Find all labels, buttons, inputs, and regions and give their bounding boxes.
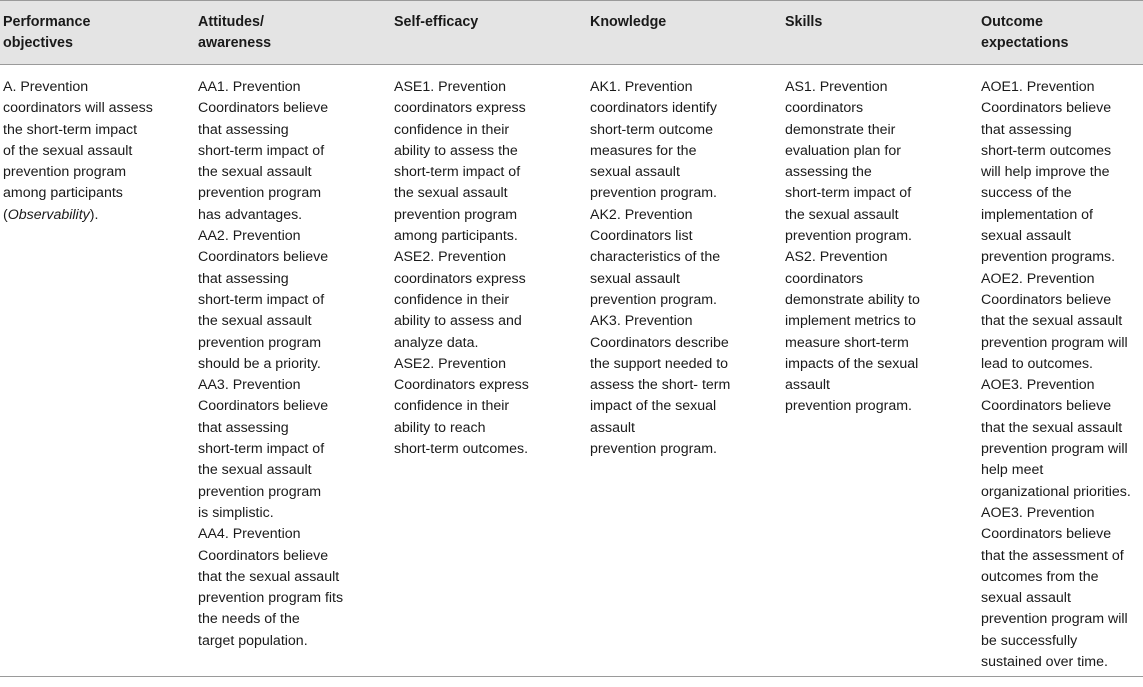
- header-skills: Skills: [785, 14, 823, 30]
- cell-performance-objective: [0, 65, 195, 677]
- attitudes-awareness-text: AA1. Prevention Coordinators believe that assessing short-term impact of the sexual assault prevention program has advantages. AA2. Prevention Coordinators believe that assessing short-term impact of the sexual assault prevention program should be a priority. AA3. Prevention Coordinators believe that assessing short-term impact of the sexual assault prevention program is simplistic. AA4. Prevention Coordinators believe that the sexual assault prevention program fits the needs of the target population.: [198, 79, 344, 649]
- cell-outcome-expectations: [978, 65, 1143, 677]
- table-header: [0, 1, 1143, 65]
- cell-attitudes-awareness: [195, 65, 391, 677]
- header-outcome-expectations: Outcome expectations: [981, 14, 1069, 51]
- header-attitudes-awareness: Attitudes/ awareness: [198, 14, 272, 51]
- self-efficacy-text: ASE1. Prevention coordinators express confidence in their ability to assess the short-term impact of the sexual assault prevention program among participants. ASE2. Prevention coordinators express confidence in their ability to assess and analyze data. ASE2. Prevention Coordinators express confidence in their ability to reach short-term outcomes.: [394, 79, 529, 458]
- table-body: [0, 65, 1143, 677]
- header-self-efficacy: Self-efficacy: [394, 14, 479, 30]
- objective-suffix: ).: [89, 206, 99, 223]
- header-performance-objectives: Performance objectives: [3, 14, 91, 51]
- cell-self-efficacy: [391, 65, 587, 677]
- header-row: [0, 1, 1143, 65]
- cell-knowledge: [587, 65, 782, 677]
- cell-skills: [782, 65, 978, 677]
- skills-text: AS1. Prevention coordinators demonstrate their evaluation plan for assessing the short-term impact of the sexual assault prevention program. AS2. Prevention coordinators demonstrate ability to implement metrics to measure short-term impacts of the sexual assault prevention program.: [785, 79, 920, 415]
- outcome-expectations-text: AOE1. Prevention Coordinators believe that assessing short-term outcomes will help improve the success of the implementation of sexual assault prevention programs. AOE2. Prevention Coordinators believe that the sexual assault prevention program will lead to outcomes. AOE3. Prevention Coordinators believe that the sexual assault prevention program will help meet organizational priorities. AOE3. Prevention Coordinators believe that the assessment of outcomes from the sexual assault prevention program will be successfully sustained over time.: [981, 79, 1131, 671]
- knowledge-text: AK1. Prevention coordinators identify short-term outcome measures for the sexual assault prevention program. AK2. Prevention Coordinators list characteristics of the sexual assault prevention program. AK3. Prevention Coordinators describe the support needed to assess the short- term impact of the sexual assault prevention program.: [590, 79, 731, 458]
- objective-text: A. Prevention coordinators will assess the short-term impact of the sexual assault prevention program among participants (: [3, 79, 153, 223]
- objective-italic-term: Observability: [7, 206, 90, 223]
- header-knowledge: Knowledge: [590, 14, 667, 30]
- table-row: [0, 65, 1143, 677]
